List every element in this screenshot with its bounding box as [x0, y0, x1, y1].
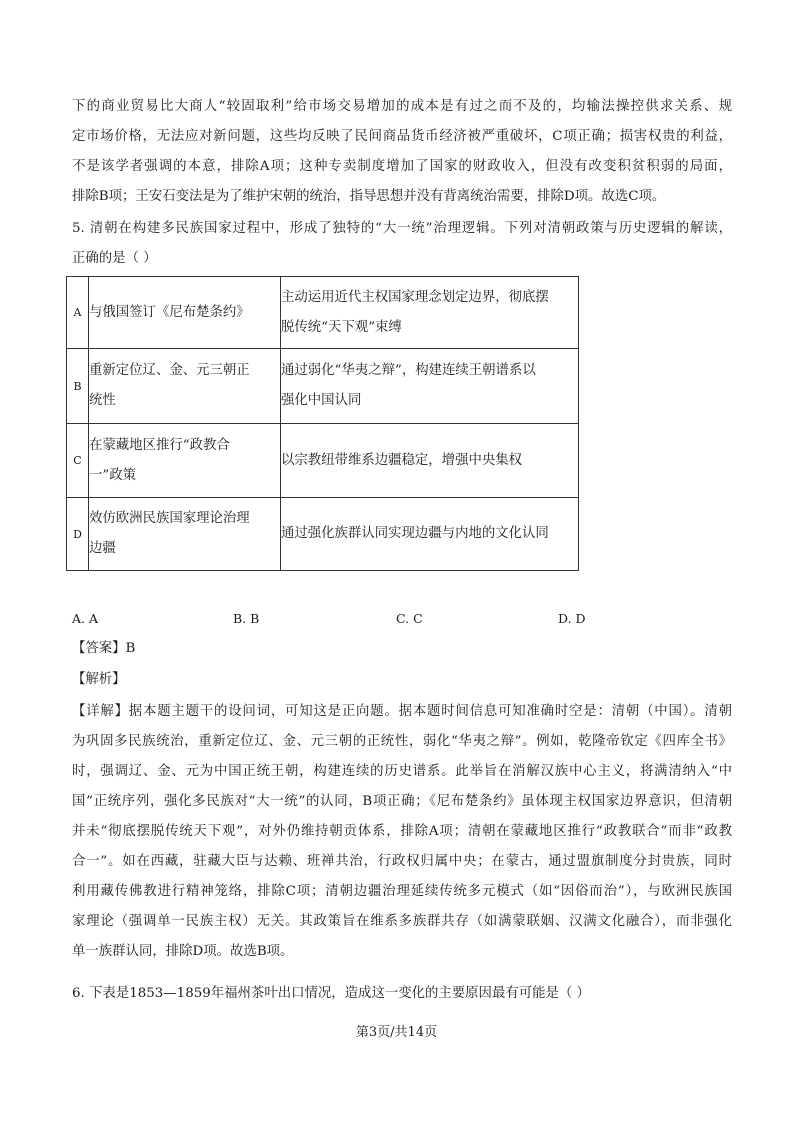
option-policy: 在蒙藏地区推行“政教合 一”政策: [89, 424, 281, 498]
text-line: 国”正统序列，强化多民族对“大一统”的认同，B项正确；《尼布楚条约》虽体现主权国家边界意识，但清朝: [72, 794, 732, 809]
option-reading: 以宗教纽带维系边疆稳定，增强中央集权: [281, 424, 579, 498]
answer-label: 【答案】B: [72, 641, 136, 656]
analysis-label: 【解析】: [72, 672, 126, 687]
option-policy: 效仿欧洲民族国家理论治理 边疆: [89, 498, 281, 571]
answer-choices: [0, 606, 793, 632]
text-line: 家理论（强调单一民族主权）无关。其政策旨在维系多族群共存（如满蒙联姻、汉满文化融合），而非强化: [72, 914, 732, 929]
text-line: 利用藏传佛教进行精神笼络，排除C项；清朝边疆治理延续传统多元模式（如“因俗而治”），与欧洲民族国: [72, 884, 732, 899]
previous-explanation: [72, 92, 732, 212]
choice-d: D. D: [558, 611, 586, 626]
table-row: [67, 498, 579, 571]
option-reading: 主动运用近代主权国家理念划定边界，彻底摆 脱传统“天下观”束缚: [281, 277, 579, 349]
table-row: [67, 424, 579, 498]
choice-b: B. B: [233, 611, 260, 626]
text-line: 排除B项；王安石变法是为了维护宋朝的统治，指导思想并没有背离统治需要，排除D项。故选C项。: [72, 189, 666, 204]
question-5-options-table: [66, 276, 579, 571]
table-row: [67, 277, 579, 349]
text-line: 合一”。如在西藏，驻藏大臣与达赖、班禅共治，行政权归属中央；在蒙古，通过盟旗制度分封贵族，同时: [72, 854, 732, 869]
table-row: [67, 349, 579, 424]
text-line: 不是该学者强调的本意，排除A项；这种专卖制度增加了国家的财政收入，但没有改变积贫积弱的局面，: [72, 159, 732, 174]
text-line: 并未“彻底摆脱传统天下观”，对外仍维持朝贡体系，排除A项；清朝在蒙藏地区推行“政教联合”而非“政教: [72, 824, 732, 839]
text-line: 5. 清朝在构建多民族国家过程中，形成了独特的“大一统”治理逻辑。下列对清朝政策与历史逻辑的解读，: [72, 221, 732, 236]
option-letter: A: [67, 277, 89, 349]
question-6-stem: [72, 979, 732, 1009]
option-reading: 通过弱化“华夷之辩”，构建连续王朝谱系以 强化中国认同: [281, 349, 579, 424]
option-policy: 重新定位辽、金、元三朝正 统性: [89, 349, 281, 424]
option-letter: B: [67, 349, 89, 424]
text-line: 单一族群认同，排除D项。故选B项。: [72, 944, 294, 959]
page-number: 第3页/共14页: [355, 1025, 438, 1040]
text-line: 下的商业贸易比大商人“较固取利”给市场交易增加的成本是有过之而不及的，均输法操控供求关系、规: [72, 99, 732, 114]
option-letter: C: [67, 424, 89, 498]
choice-c: C. C: [396, 611, 423, 626]
option-reading: 通过强化族群认同实现边疆与内地的文化认同: [281, 498, 579, 571]
text-line: 时，强调辽、金、元为中国正统王朝，构建连续的历史谱系。此举旨在消解汉族中心主义，将满清纳入“中: [72, 764, 732, 779]
text-line: 正确的是（ ）: [72, 251, 157, 266]
choice-a: A. A: [72, 611, 99, 626]
text-line: 定市场价格，无法应对新问题，这些均反映了民间商品货币经济被严重破坏，C项正确；损害权贵的利益，: [72, 129, 732, 144]
text-line: 【详解】据本题主题干的设问词，可知这是正向题。据本题时间信息可知准确时空是：清朝（中国）。清朝: [72, 704, 732, 719]
option-policy: 与俄国签订《尼布楚条约》: [89, 277, 281, 349]
text-line: 6. 下表是1853—1859年福州茶叶出口情况，造成这一变化的主要原因最有可能是（ ）: [72, 986, 590, 1001]
option-letter: D: [67, 498, 89, 571]
question-5-stem: [72, 214, 732, 274]
text-line: 为巩固多民族统治，重新定位辽、金、元三朝的正统性，弱化“华夷之辩”。例如，乾隆帝钦定《四库全书》: [72, 734, 732, 749]
question-5-explanation: [72, 697, 732, 967]
